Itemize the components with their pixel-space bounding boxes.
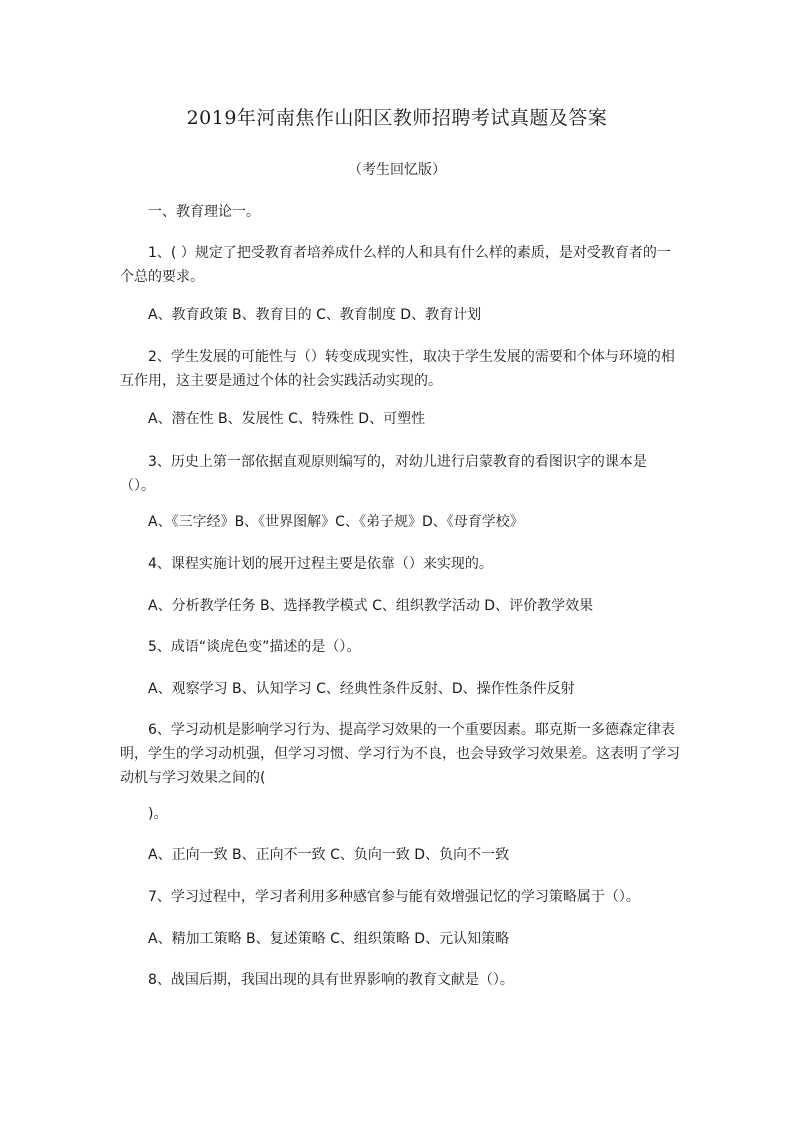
question-6-continuation: )。 [148, 806, 168, 822]
question-7-options: A、精加工策略 B、复述策略 C、组织策略 D、元认知策略 [148, 931, 510, 947]
document-subtitle: （考生回忆版） [348, 162, 446, 178]
question-7: 7、学习过程中，学习者利用多种感官参与能有效增强记忆的学习策略属于（）。 [148, 889, 640, 905]
question-2-options: A、潜在性 B、发展性 C、特殊性 D、可塑性 [148, 411, 426, 427]
question-5: 5、成语“谈虎色变”描述的是（）。 [148, 639, 361, 655]
section-heading: 一、教育理论一。 [148, 204, 260, 220]
question-4: 4、课程实施计划的展开过程主要是依靠（）来实现的。 [148, 556, 493, 572]
question-2: 2、学生发展的可能性与（）转变成现实性，取决于学生发展的需要和个体与环境的相互作用，这主要是通过个体的社会实践活动实现的。 [120, 349, 675, 389]
question-6-options: A、正向一致 B、正向不一致 C、负向一致 D、负向不一致 [148, 847, 510, 863]
question-1: 1、( ）规定了把受教育者培养成什么样的人和具有什么样的素质，是对受教育者的一个总的要求。 [120, 245, 671, 285]
question-1-options: A、教育政策 B、教育目的 C、教育制度 D、教育计划 [148, 307, 482, 323]
question-3-options: A、《三字经》B、《世界图解》C、《弟子规》D、《母育学校》 [148, 514, 524, 530]
question-5-options: A、观察学习 B、认知学习 C、经典性条件反射、D、操作性条件反射 [148, 681, 575, 697]
question-3: 3、历史上第一部依据直观原则编写的，对幼儿进行启蒙教育的看图识字的课本是（）。 [120, 454, 647, 494]
question-8: 8、战国后期，我国出现的具有世界影响的教育文献是（）。 [148, 972, 514, 988]
question-6: 6、学习动机是影响学习行为、提高学习效果的一个重要因素。耶克斯一多德森定律表明，学生的学习动机强，但学习习惯、学习行为不良，也会导致学习效果差。这表明了学习动机与学习效果之间的( [120, 722, 680, 786]
document-title: 2019年河南焦作山阳区教师招聘考试真题及答案 [186, 107, 608, 129]
question-4-options: A、分析教学任务 B、选择教学模式 C、组织教学活动 D、评价教学效果 [148, 598, 594, 614]
